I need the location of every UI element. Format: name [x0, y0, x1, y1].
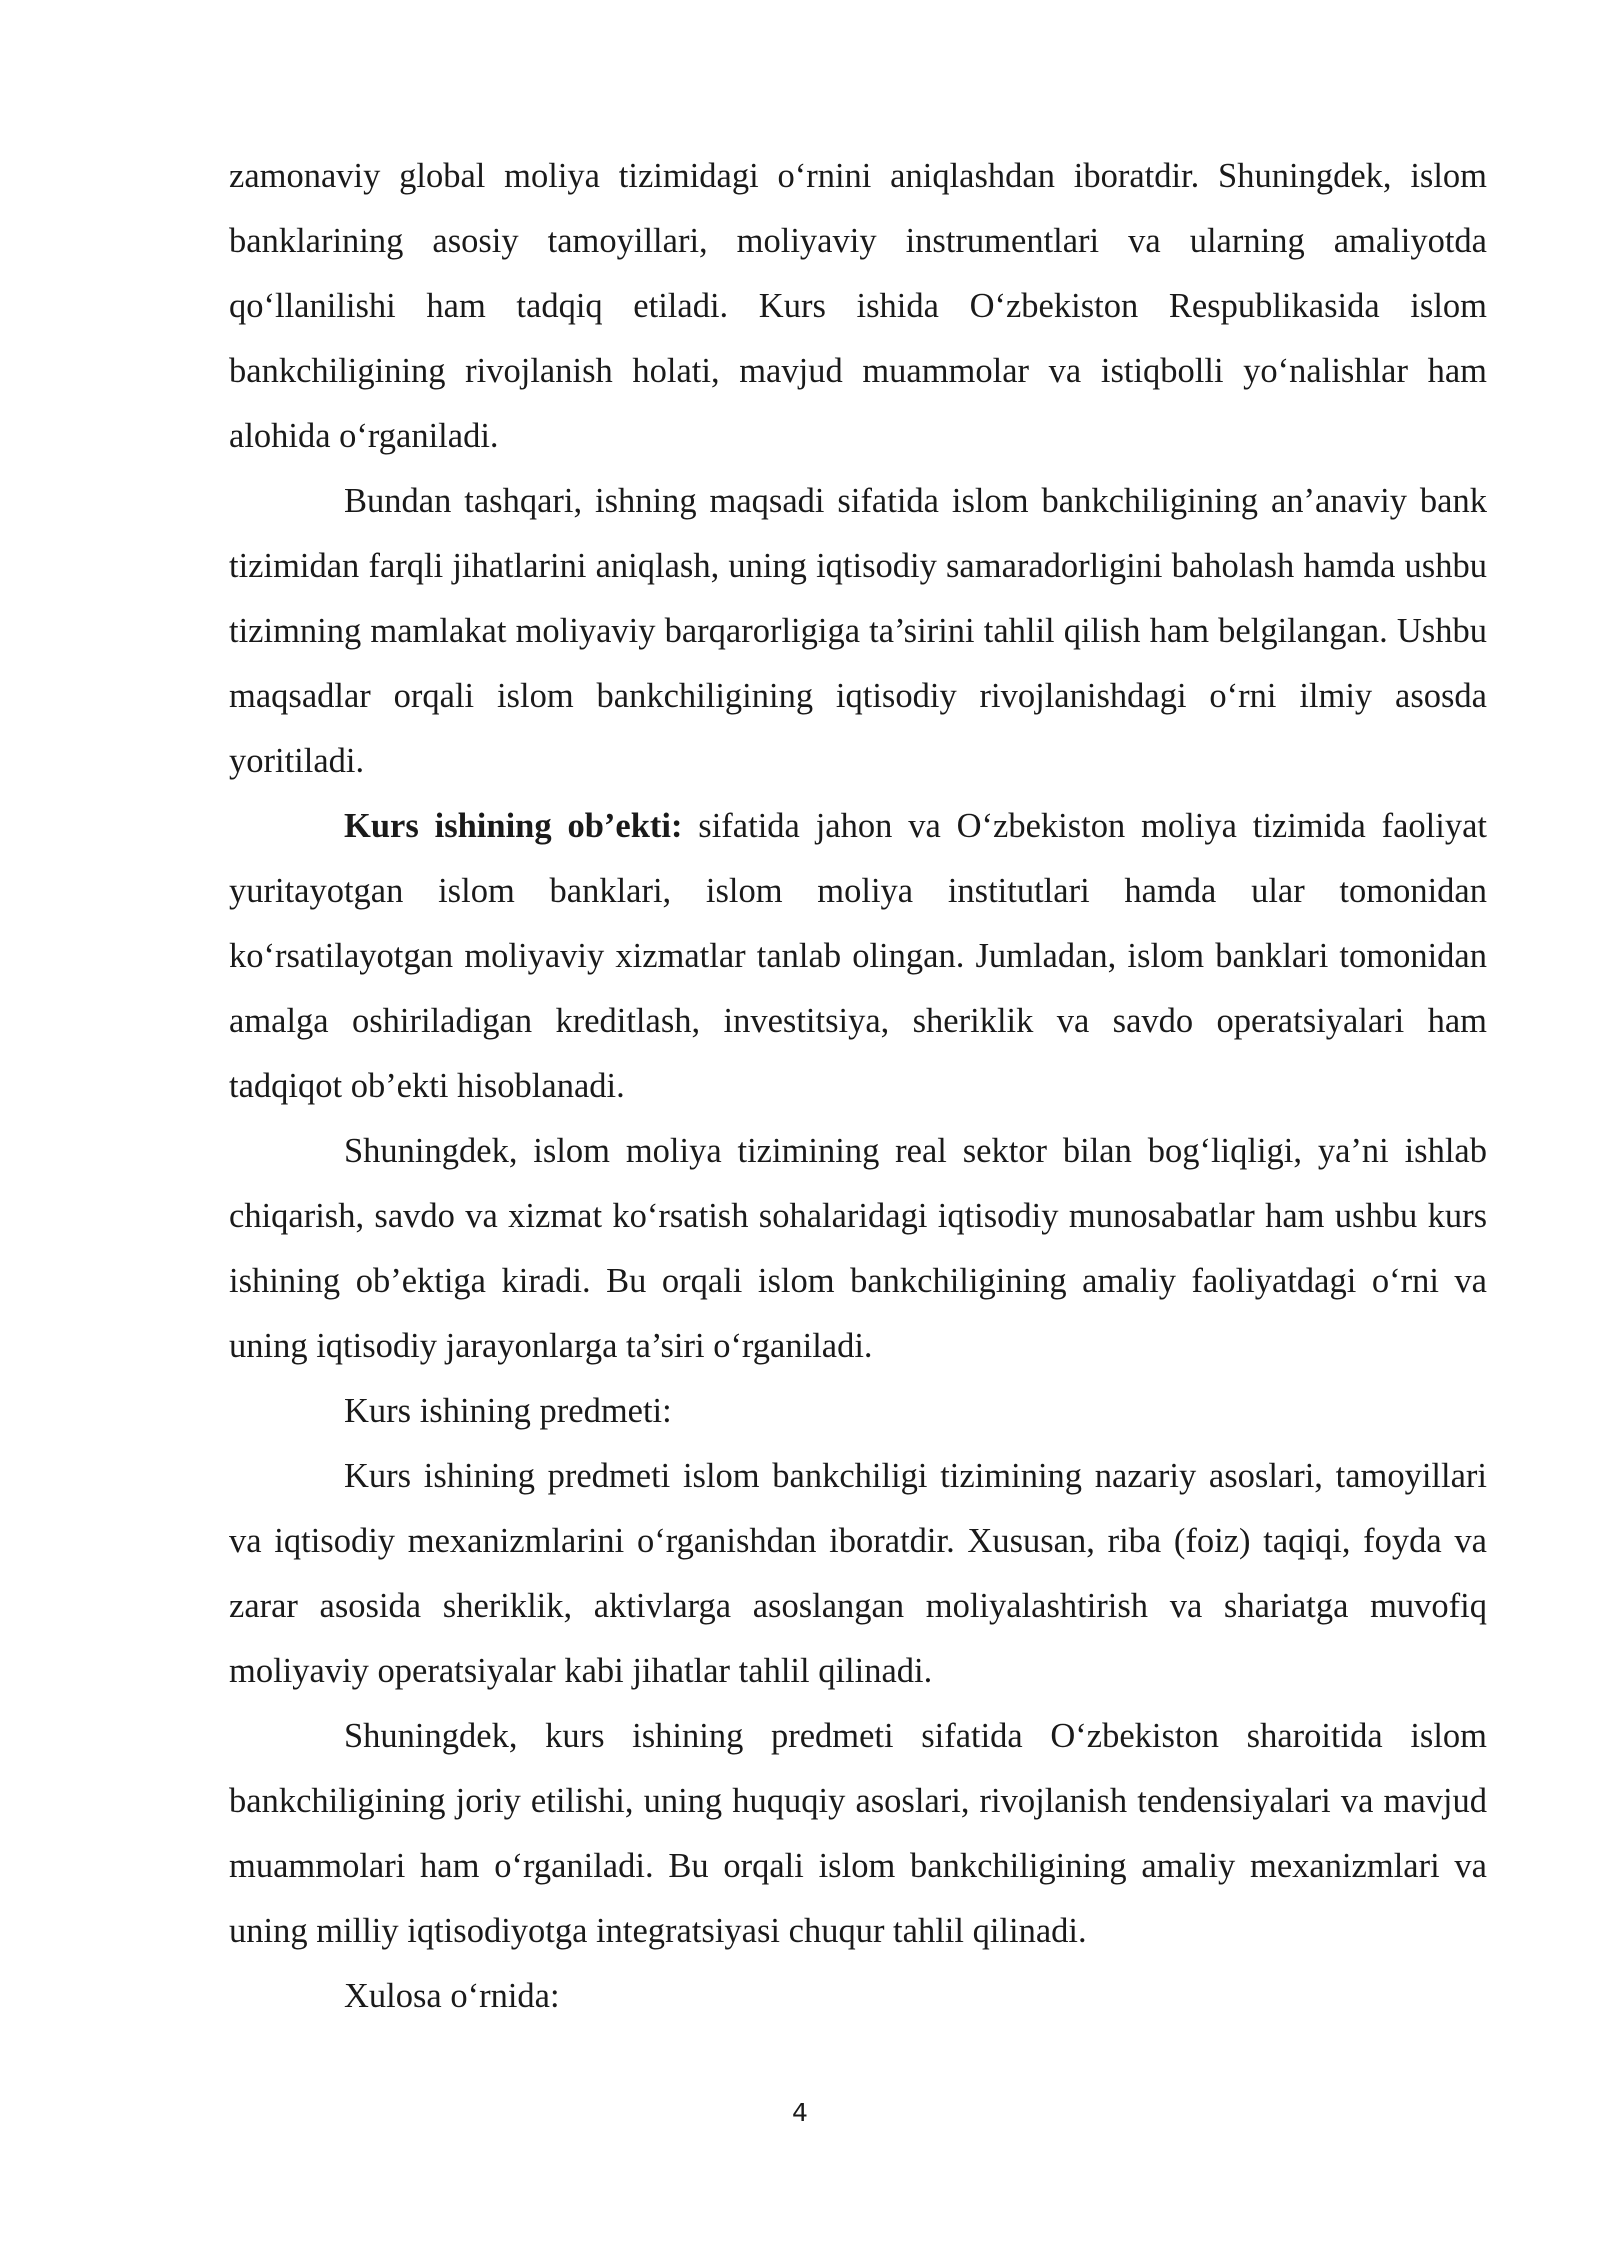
page-number: 4	[792, 2098, 808, 2127]
subject-heading	[229, 1379, 1487, 1444]
paragraph-object	[229, 794, 1487, 1119]
paragraph-text: sifatida jahon va O‘zbekiston moliya tizimida faoliyat yuritayotgan islom banklari, islom moliya institutlari hamda ular tomonidan ko‘rsatilayotgan moliyaviy xizmatlar tanlab olingan. Jumladan, islom banklari tomonidan amalga oshiriladigan kreditlash, investitsiya, sheriklik va savdo operatsiyalari ham tadqiqot ob’ekti hisoblanadi.	[229, 807, 1488, 1105]
paragraph-subject-extra	[229, 1704, 1487, 1964]
paragraph-object-extra	[229, 1119, 1487, 1379]
paragraph-continuation	[229, 144, 1487, 469]
paragraph-subject	[229, 1444, 1487, 1704]
paragraph-text: Bundan tashqari, ishning maqsadi sifatida islom bankchiligining an’anaviy bank tizimidan farqli jihatlarini aniqlash, uning iqtisodiy samaradorligini baholash hamda ushbu tizimning mamlakat moliyaviy barqarorligiga ta’sirini tahlil qilish ham belgilangan. Ushbu maqsadlar orqali islom bankchiligining iqtisodiy rivojlanishdagi o‘rni ilmiy asosda yoritiladi.	[229, 482, 1487, 780]
object-heading: Kurs ishining ob’ekti:	[344, 807, 683, 845]
conclusion-heading	[229, 1964, 1487, 2029]
paragraph-text: Kurs ishining predmeti:	[344, 1392, 672, 1430]
paragraph-text: Kurs ishining predmeti islom bankchiligi tizimining nazariy asoslari, tamoyillari va iqtisodiy mexanizmlarini o‘rganishdan iboratdir. Xususan, riba (foiz) taqiqi, foyda va zarar asosida sheriklik, aktivlarga asoslangan moliyalashtirish va shariatga muvofiq moliyaviy operatsiyalar kabi jihatlar tahlil qilinadi.	[229, 1457, 1487, 1690]
paragraph-text: Xulosa o‘rnida:	[344, 1977, 560, 2015]
paragraph-text: Shuningdek, kurs ishining predmeti sifatida O‘zbekiston sharoitida islom bankchiligining joriy etilishi, uning huquqiy asoslari, rivojlanish tendensiyalari va mavjud muammolari ham o‘rganiladi. Bu orqali islom bankchiligining amaliy mexanizmlari va uning milliy iqtisodiyotga integratsiyasi chuqur tahlil qilinadi.	[229, 1717, 1487, 1950]
paragraph-goal	[229, 469, 1487, 794]
paragraph-text: Shuningdek, islom moliya tizimining real sektor bilan bog‘liqligi, ya’ni ishlab chiqarish, savdo va xizmat ko‘rsatish sohalaridagi iqtisodiy munosabatlar ham ushbu kurs ishining ob’ektiga kiradi. Bu orqali islom bankchiligining amaliy faoliyatdagi o‘rni va uning iqtisodiy jarayonlarga ta’siri o‘rganiladi.	[229, 1132, 1487, 1365]
document-body	[229, 144, 1487, 2029]
paragraph-text: zamonaviy global moliya tizimidagi o‘rnini aniqlashdan iboratdir. Shuningdek, islom banklarining asosiy tamoyillari, moliyaviy instrumentlari va ularning amaliyotda qo‘llanilishi ham tadqiq etiladi. Kurs ishida O‘zbekiston Respublikasida islom bankchiligining rivojlanish holati, mavjud muammolar va istiqbolli yo‘nalishlar ham alohida o‘rganiladi.	[229, 157, 1487, 455]
